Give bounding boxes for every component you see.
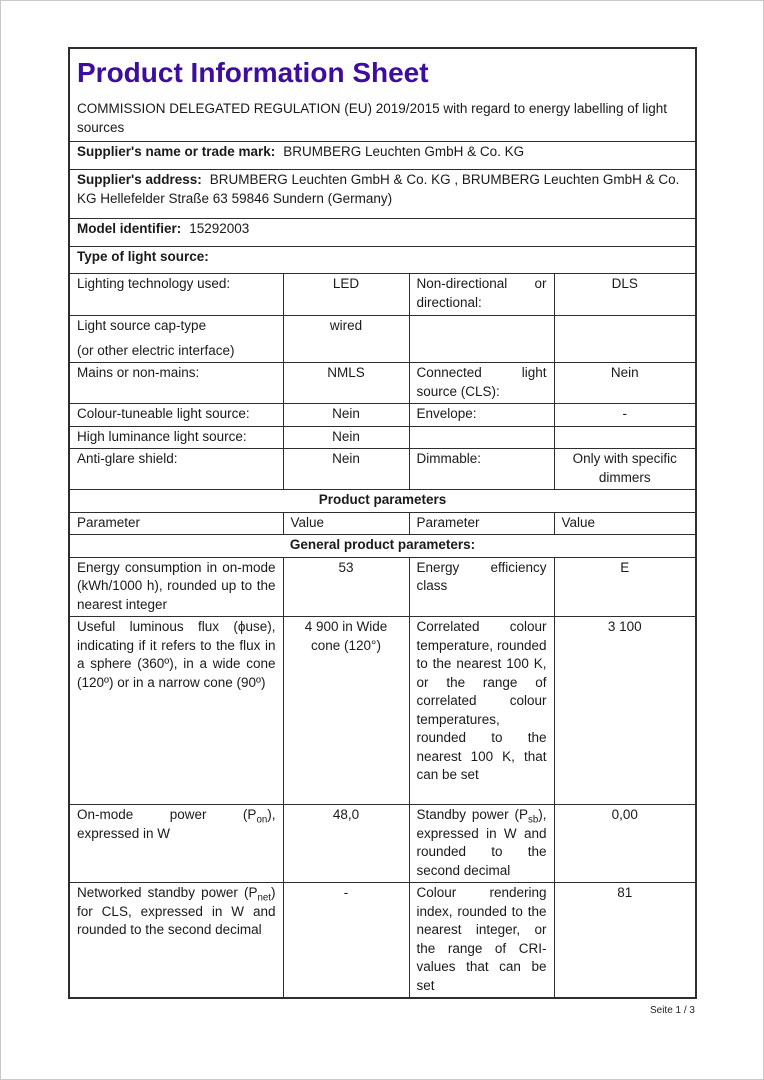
regulation-subtitle: COMMISSION DELEGATED REGULATION (EU) 2019/2015 with regard to energy labelling of light sources [77, 101, 667, 135]
product-parameters-header: Product parameters [69, 490, 696, 513]
value-on-mode-power: 48,0 [283, 805, 409, 883]
column-header-value: Value [554, 512, 696, 535]
table-row [69, 426, 696, 449]
value-energy-efficiency-class: E [554, 557, 696, 617]
table-row [69, 557, 696, 617]
param-envelope: Envelope: [409, 404, 554, 427]
param-colour-rendering-index: Colour rendering index, rounded to the nearest integer, or the range of CRI-values that can be set [409, 883, 554, 999]
table-row [69, 535, 696, 558]
supplier-name-cell [69, 142, 696, 170]
param-anti-glare: Anti-glare shield: [69, 449, 283, 490]
empty-cell [409, 426, 554, 449]
param-high-luminance: High luminance light source: [69, 426, 283, 449]
param-dimmable: Dimmable: [409, 449, 554, 490]
empty-cell [554, 316, 696, 363]
table-row [69, 490, 696, 513]
table-row [69, 617, 696, 805]
empty-cell [554, 426, 696, 449]
networked-standby-text: Networked standby power (P [77, 885, 258, 900]
value-mains: NMLS [283, 363, 409, 404]
table-row [69, 274, 696, 316]
param-connected-light-source: Connected light source (CLS): [409, 363, 554, 404]
value-networked-standby-power: - [283, 883, 409, 999]
table-row [69, 247, 696, 274]
table-row [69, 142, 696, 170]
param-on-mode-power [69, 805, 283, 883]
table-row [69, 170, 696, 219]
on-mode-power-text: ), expressed in W [77, 807, 276, 841]
cap-type-line1: Light source cap-type [77, 318, 207, 333]
value-directionality: DLS [554, 274, 696, 316]
product-information-sheet [68, 47, 697, 999]
column-header-parameter: Parameter [409, 512, 554, 535]
type-of-light-source-header: Type of light source: [69, 247, 696, 274]
model-identifier-label: Model identifier: [77, 221, 182, 236]
standby-power-text: ), expressed in W and rounded to the second decimal [416, 807, 547, 878]
cap-type-line2: (or other electric interface) [77, 342, 235, 358]
on-mode-power-subscript: on [256, 814, 268, 826]
page-number: Seite 1 / 3 [649, 1005, 695, 1016]
product-info-table [68, 47, 697, 999]
value-standby-power: 0,00 [554, 805, 696, 883]
value-energy-consumption: 53 [283, 557, 409, 617]
table-row [69, 449, 696, 490]
param-cap-type [69, 316, 283, 363]
column-header-value: Value [283, 512, 409, 535]
column-header-parameter: Parameter [69, 512, 283, 535]
supplier-address-cell [69, 170, 696, 219]
param-mains: Mains or non-mains: [69, 363, 283, 404]
table-row [69, 512, 696, 535]
table-row [69, 316, 696, 363]
param-useful-luminous-flux: Useful luminous flux (ϕuse), indicating if it refers to the flux in a sphere (360º), in a wide cone (120º) or in a narrow cone (90º) [69, 617, 283, 805]
general-product-parameters-header: General product parameters: [69, 535, 696, 558]
table-row [69, 48, 696, 142]
table-row [69, 219, 696, 247]
standby-power-subscript: sb [527, 814, 539, 826]
table-row [69, 404, 696, 427]
on-mode-power-text: On-mode power (P [77, 807, 257, 822]
standby-power-text: Standby power (P [416, 807, 528, 822]
value-lighting-technology: LED [283, 274, 409, 316]
value-anti-glare: Nein [283, 449, 409, 490]
value-cap-type: wired [283, 316, 409, 363]
page-title: Product Information Sheet [77, 57, 429, 88]
param-networked-standby-power [69, 883, 283, 999]
value-correlated-colour-temperature: 3 100 [554, 617, 696, 805]
header-cell [69, 48, 696, 142]
value-colour-tuneable: Nein [283, 404, 409, 427]
table-row [69, 883, 696, 999]
param-colour-tuneable: Colour-tuneable light source: [69, 404, 283, 427]
value-dimmable: Only with specific dimmers [554, 449, 696, 490]
param-standby-power [409, 805, 554, 883]
empty-cell [409, 316, 554, 363]
value-useful-luminous-flux: 4 900 in Wide cone (120°) [283, 617, 409, 805]
table-row [69, 805, 696, 883]
value-colour-rendering-index: 81 [554, 883, 696, 999]
value-connected-light-source: Nein [554, 363, 696, 404]
networked-standby-subscript: net [257, 892, 271, 904]
param-directionality: Non-directional or directional: [409, 274, 554, 316]
supplier-address-label: Supplier's address: [77, 172, 202, 187]
param-energy-efficiency-class: Energy efficiency class [409, 557, 554, 617]
param-correlated-colour-temperature: Correlated colour temperature, rounded to the nearest 100 K, or the range of correlated colour temperatures, rounded to the nearest 100 K, that can be set [409, 617, 554, 805]
networked-standby-text: ) for CLS, expressed in W and rounded to the second decimal [77, 885, 276, 937]
param-energy-consumption: Energy consumption in on-mode (kWh/1000 h), rounded up to the nearest integer [69, 557, 283, 617]
model-identifier-value: 15292003 [189, 221, 250, 236]
value-envelope: - [554, 404, 696, 427]
table-row [69, 363, 696, 404]
model-identifier-cell [69, 219, 696, 247]
supplier-name-value: BRUMBERG Leuchten GmbH & Co. KG [283, 144, 525, 159]
supplier-address-value: BRUMBERG Leuchten GmbH & Co. KG , BRUMBERG Leuchten GmbH & Co. KG Hellefelder Straße 63 59846 Sundern (Germany) [77, 172, 680, 206]
param-lighting-technology: Lighting technology used: [69, 274, 283, 316]
value-high-luminance: Nein [283, 426, 409, 449]
supplier-name-label: Supplier's name or trade mark: [77, 144, 276, 159]
